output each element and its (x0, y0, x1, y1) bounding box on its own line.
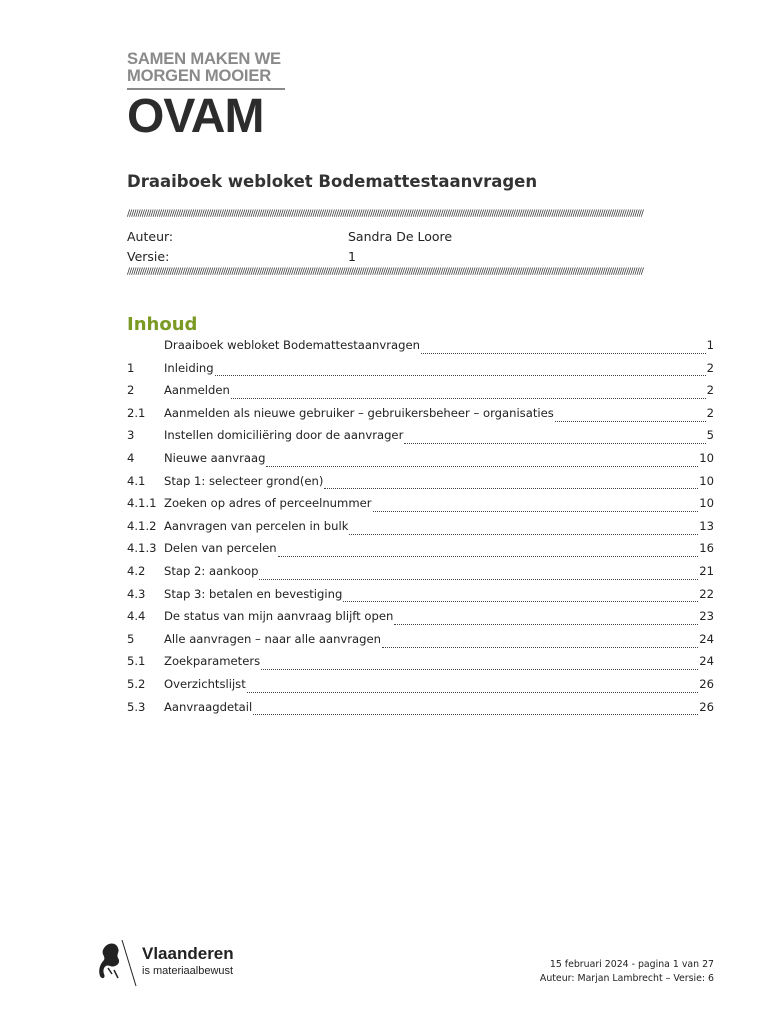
toc-leader-dots (373, 511, 699, 512)
toc-entry-number: 4.4 (127, 609, 146, 624)
toc-entry[interactable] (127, 406, 714, 429)
toc-leader-dots (231, 398, 706, 399)
toc-entry-number: 2.1 (127, 405, 146, 420)
toc-entry-text: Instellen domiciliëring door de aanvrager (164, 428, 404, 443)
toc-entry-number: 5 (127, 631, 135, 646)
ovam-logo (127, 49, 287, 143)
toc-entry[interactable] (127, 338, 714, 361)
toc-leader-dots (349, 534, 698, 535)
flemish-lion-icon (98, 938, 138, 988)
separator-bottom: ////////////////////////////////////////////////////////////////////////////////////////////////////////////////////////////////////////////////////////////////////////////////////////////////////////////////////////////////////////////////// (127, 267, 644, 277)
toc-entry[interactable] (127, 428, 714, 451)
toc-entry-number: 2 (127, 383, 135, 398)
toc-entry-number: 4.1 (127, 473, 146, 488)
toc-entry-text: Stap 2: aankoop (164, 563, 259, 578)
toc-entry-page: 22 (699, 586, 714, 601)
meta-label: Auteur: (127, 229, 174, 244)
toc-entry-text: Stap 1: selecteer grond(en) (164, 473, 324, 488)
toc-entry-number: 4.1.3 (127, 541, 157, 556)
toc-entry[interactable] (127, 496, 714, 519)
toc-entry-text: Draaiboek webloket Bodemattestaanvragen (164, 338, 420, 352)
toc-entry-page: 21 (699, 563, 714, 578)
toc-entry[interactable] (127, 361, 714, 384)
toc-entry-text: Alle aanvragen – naar alle aanvragen (164, 631, 381, 646)
toc-entry-number: 4.1.2 (127, 518, 157, 533)
toc-entry-page: 23 (699, 609, 714, 624)
toc-leader-dots (215, 375, 706, 376)
toc-entry[interactable] (127, 632, 714, 655)
toc-entry-text: Inleiding (164, 360, 214, 375)
toc-entry[interactable] (127, 609, 714, 632)
toc-entry-page: 10 (699, 450, 714, 465)
toc-leader-dots (324, 488, 698, 489)
footer-date-page: 15 februari 2024 - pagina 1 van 27 (549, 959, 714, 970)
meta-value: Sandra De Loore (348, 229, 453, 244)
logo-wordmark: OVAM (127, 90, 264, 143)
separator-top: ////////////////////////////////////////////////////////////////////////////////////////////////////////////////////////////////////////////////////////////////////////////////////////////////////////////////////////////////////////////////// (127, 209, 644, 219)
toc-entry-number: 4.1.1 (127, 496, 157, 511)
toc-entry-text: Overzichtslijst (164, 676, 246, 691)
toc-entry[interactable] (127, 564, 714, 587)
toc-entry-page: 2 (706, 360, 714, 375)
toc-leader-dots (253, 714, 698, 715)
toc-entry-page: 24 (699, 631, 714, 646)
toc-entry-page: 16 (699, 541, 714, 556)
toc-entry[interactable] (127, 519, 714, 542)
toc-leader-dots (259, 579, 698, 580)
toc-entry[interactable] (127, 700, 714, 723)
toc-entry-page: 10 (699, 473, 714, 488)
toc-leader-dots (382, 647, 698, 648)
toc-leader-dots (421, 353, 706, 354)
toc-entry-page: 26 (699, 676, 714, 691)
toc-entry-page: 10 (699, 496, 714, 511)
toc-entry-page: 2 (706, 405, 714, 420)
footer-author-version: Auteur: Marjan Lambrecht – Versie: 6 (539, 973, 714, 984)
meta-label: Versie: (127, 249, 170, 264)
meta-value: 1 (348, 249, 356, 264)
toc-leader-dots (278, 556, 699, 557)
document-title: Draaiboek webloket Bodemattestaanvragen (127, 172, 538, 191)
footer-info (540, 958, 714, 986)
toc-entry[interactable] (127, 677, 714, 700)
toc-entry-number: 3 (127, 428, 135, 443)
toc-entry-text: Aanvragen van percelen in bulk (164, 518, 349, 533)
toc-entry-number: 4.2 (127, 563, 146, 578)
toc-entry-page: 1 (706, 338, 714, 352)
toc-heading: Inhoud (127, 314, 198, 335)
toc-entry-page: 2 (706, 383, 714, 398)
toc-entry-number: 4.3 (127, 586, 146, 601)
vlaanderen-logo (98, 938, 258, 988)
toc-entry[interactable] (127, 587, 714, 610)
toc-leader-dots (404, 443, 705, 444)
logo-slogan-line-2: MORGEN MOOIER (127, 66, 271, 85)
toc-entry-text: Aanmelden (164, 383, 230, 398)
toc-entry-text: Aanmelden als nieuwe gebruiker – gebruikersbeheer – organisaties (164, 405, 554, 420)
toc-entry-text: Zoeken op adres of perceelnummer (164, 496, 372, 511)
toc-entry-page: 13 (699, 518, 714, 533)
toc-entry-number: 5.3 (127, 699, 146, 714)
logo-slogan-line-1: SAMEN MAKEN WE (127, 49, 281, 68)
toc-entry-text: Delen van percelen (164, 541, 277, 556)
toc-entry-text: Aanvraagdetail (164, 699, 253, 714)
toc-leader-dots (261, 669, 698, 670)
toc-entry-page: 5 (706, 428, 714, 443)
toc-entry-number: 1 (127, 360, 135, 375)
toc-entry-text: De status van mijn aanvraag blijft open (164, 609, 394, 624)
toc-entry-number: 4 (127, 450, 135, 465)
toc-entry-page: 26 (699, 699, 714, 714)
toc-entry-number: 5.1 (127, 654, 146, 669)
toc-leader-dots (394, 624, 698, 625)
toc-entry-number: 5.2 (127, 676, 146, 691)
toc-leader-dots (266, 466, 698, 467)
toc-entry[interactable] (127, 451, 714, 474)
brand-name: Vlaanderen (142, 944, 234, 963)
toc-entry-page: 24 (699, 654, 714, 669)
table-of-contents (127, 338, 714, 722)
toc-entry-text: Stap 3: betalen en bevestiging (164, 586, 343, 601)
toc-entry-text: Nieuwe aanvraag (164, 450, 266, 465)
brand-tagline: is materiaalbewust (142, 965, 234, 977)
toc-leader-dots (247, 692, 698, 693)
toc-entry[interactable] (127, 383, 714, 406)
toc-entry[interactable] (127, 654, 714, 677)
toc-entry[interactable] (127, 474, 714, 497)
toc-entry[interactable] (127, 541, 714, 564)
toc-entry-text: Zoekparameters (164, 654, 261, 669)
toc-leader-dots (343, 601, 698, 602)
toc-leader-dots (555, 421, 706, 422)
